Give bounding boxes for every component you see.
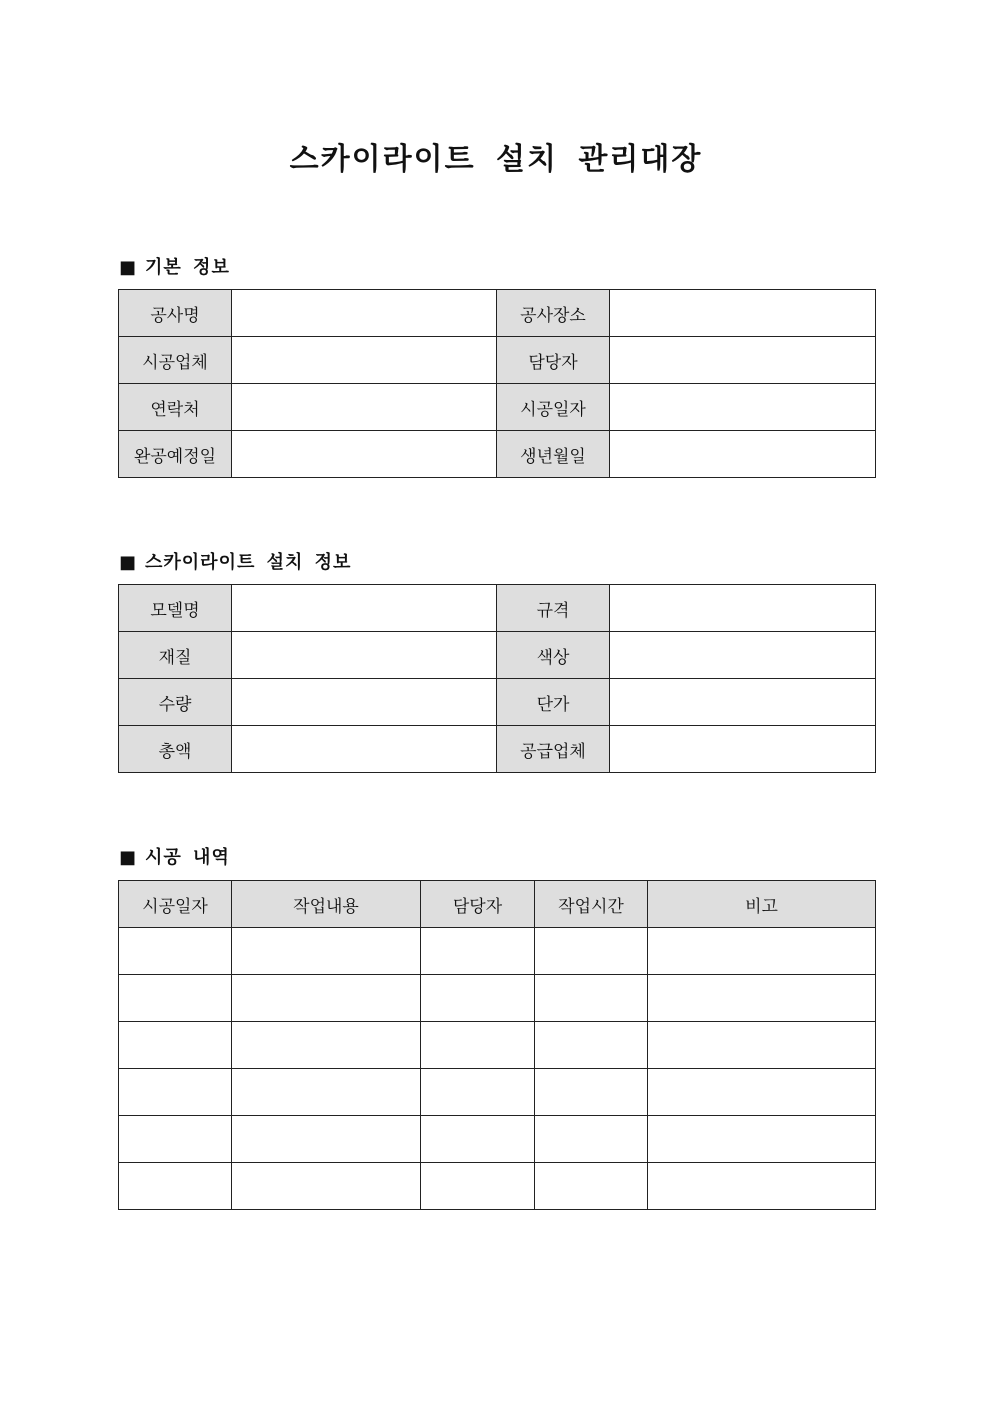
table-cell[interactable] xyxy=(535,928,648,975)
field-label: 공사장소 xyxy=(497,290,610,337)
field-label: 공급업체 xyxy=(497,726,610,773)
field-value[interactable] xyxy=(232,679,497,726)
column-header: 작업내용 xyxy=(232,881,421,928)
table-cell[interactable] xyxy=(421,975,535,1022)
table-cell[interactable] xyxy=(119,975,232,1022)
field-label: 단가 xyxy=(497,679,610,726)
table-cell[interactable] xyxy=(119,1069,232,1116)
table-cell[interactable] xyxy=(648,928,876,975)
field-value[interactable] xyxy=(232,290,497,337)
field-value[interactable] xyxy=(610,431,876,478)
field-label: 모델명 xyxy=(119,585,232,632)
column-header: 작업시간 xyxy=(535,881,648,928)
table-cell[interactable] xyxy=(119,928,232,975)
table-row xyxy=(119,431,876,478)
table-row xyxy=(119,679,876,726)
field-label: 시공업체 xyxy=(119,337,232,384)
square-bullet-icon: ■ xyxy=(119,552,138,573)
section-heading-history xyxy=(119,843,230,869)
table-cell[interactable] xyxy=(648,975,876,1022)
field-label: 공사명 xyxy=(119,290,232,337)
field-value[interactable] xyxy=(232,384,497,431)
table-cell[interactable] xyxy=(421,1116,535,1163)
table-cell[interactable] xyxy=(232,1022,421,1069)
field-value[interactable] xyxy=(232,726,497,773)
table-row xyxy=(119,337,876,384)
table-cell[interactable] xyxy=(535,1163,648,1210)
field-value[interactable] xyxy=(232,337,497,384)
field-value[interactable] xyxy=(232,632,497,679)
column-header: 비고 xyxy=(648,881,876,928)
table-row xyxy=(119,290,876,337)
section-heading-install xyxy=(119,548,351,574)
column-header: 시공일자 xyxy=(119,881,232,928)
table-cell[interactable] xyxy=(232,1163,421,1210)
table-cell[interactable] xyxy=(232,928,421,975)
field-label: 담당자 xyxy=(497,337,610,384)
field-value[interactable] xyxy=(610,679,876,726)
table-cell[interactable] xyxy=(535,1022,648,1069)
table-row xyxy=(119,726,876,773)
field-label: 총액 xyxy=(119,726,232,773)
table-row xyxy=(119,1022,876,1069)
table-cell[interactable] xyxy=(232,1116,421,1163)
section-heading-text: 기본 정보 xyxy=(145,257,230,278)
table-cell[interactable] xyxy=(648,1069,876,1116)
table-cell[interactable] xyxy=(232,1069,421,1116)
field-value[interactable] xyxy=(610,290,876,337)
table-cell[interactable] xyxy=(119,1163,232,1210)
table-cell[interactable] xyxy=(648,1022,876,1069)
field-label: 재질 xyxy=(119,632,232,679)
column-header: 담당자 xyxy=(421,881,535,928)
field-label: 색상 xyxy=(497,632,610,679)
field-label: 연락처 xyxy=(119,384,232,431)
table-cell[interactable] xyxy=(421,1022,535,1069)
table-row xyxy=(119,585,876,632)
table-row xyxy=(119,975,876,1022)
table-row xyxy=(119,632,876,679)
table-cell[interactable] xyxy=(421,1163,535,1210)
document-title: 스카이라이트 설치 관리대장 xyxy=(289,142,703,177)
table-row xyxy=(119,1116,876,1163)
table-cell[interactable] xyxy=(535,1116,648,1163)
field-label: 시공일자 xyxy=(497,384,610,431)
install-info-table xyxy=(118,584,876,773)
table-cell[interactable] xyxy=(535,975,648,1022)
field-value[interactable] xyxy=(610,632,876,679)
field-label: 완공예정일 xyxy=(119,431,232,478)
field-label: 생년월일 xyxy=(497,431,610,478)
field-value[interactable] xyxy=(610,726,876,773)
table-cell[interactable] xyxy=(421,1069,535,1116)
table-cell[interactable] xyxy=(648,1116,876,1163)
table-row xyxy=(119,1069,876,1116)
section-heading-text: 스카이라이트 설치 정보 xyxy=(145,552,352,573)
table-row xyxy=(119,928,876,975)
field-value[interactable] xyxy=(610,337,876,384)
field-value[interactable] xyxy=(610,384,876,431)
field-value[interactable] xyxy=(232,431,497,478)
field-value[interactable] xyxy=(610,585,876,632)
history-table xyxy=(118,880,876,1210)
field-value[interactable] xyxy=(232,585,497,632)
table-cell[interactable] xyxy=(535,1069,648,1116)
table-cell[interactable] xyxy=(648,1163,876,1210)
basic-info-table xyxy=(118,289,876,478)
square-bullet-icon: ■ xyxy=(119,847,138,868)
field-label: 규격 xyxy=(497,585,610,632)
table-cell[interactable] xyxy=(421,928,535,975)
table-cell[interactable] xyxy=(232,975,421,1022)
field-label: 수량 xyxy=(119,679,232,726)
section-heading-text: 시공 내역 xyxy=(145,847,230,868)
table-header-row xyxy=(119,881,876,928)
square-bullet-icon: ■ xyxy=(119,257,138,278)
table-row xyxy=(119,1163,876,1210)
table-cell[interactable] xyxy=(119,1022,232,1069)
table-row xyxy=(119,384,876,431)
section-heading-basic xyxy=(119,253,230,279)
table-cell[interactable] xyxy=(119,1116,232,1163)
